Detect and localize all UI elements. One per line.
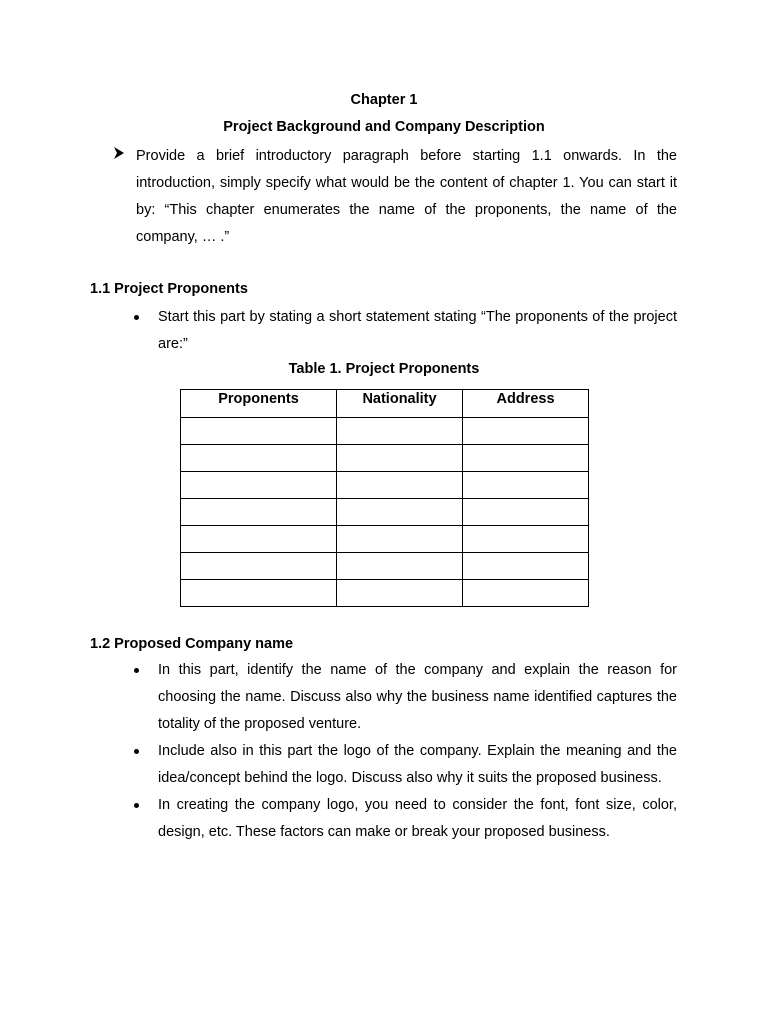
- table-cell: [181, 472, 337, 499]
- bullet-text: Include also in this part the logo of the company. Explain the meaning and the idea/concept behind the logo. Discuss also why it suits the proposed business.: [158, 743, 677, 786]
- table-cell: [337, 526, 463, 553]
- table-cell: [181, 580, 337, 607]
- column-header-address: Address: [463, 390, 589, 418]
- table-caption: Table 1. Project Proponents: [288, 361, 480, 377]
- table-cell: [337, 499, 463, 526]
- table-cell: [181, 445, 337, 472]
- table-cell: [181, 553, 337, 580]
- proponents-table: [180, 389, 589, 607]
- table-row: [181, 445, 589, 472]
- table-cell: [463, 553, 589, 580]
- chapter-label: Chapter 1: [350, 92, 418, 108]
- bullet-dot-icon: [134, 315, 139, 320]
- table-row: [181, 472, 589, 499]
- section-heading-1-1: 1.1 Project Proponents: [90, 281, 248, 297]
- section-heading-1-2: 1.2 Proposed Company name: [90, 636, 294, 652]
- table-cell: [463, 526, 589, 553]
- table-cell: [181, 418, 337, 445]
- table-cell: [463, 580, 589, 607]
- table-cell: [337, 472, 463, 499]
- table-cell: [181, 499, 337, 526]
- chapter-title: Project Background and Company Description: [223, 119, 545, 135]
- list-item: [158, 738, 677, 792]
- arrow-bullet-icon: [112, 146, 126, 160]
- bullet-dot-icon: [134, 803, 139, 808]
- table-cell: [337, 418, 463, 445]
- table-cell: [337, 553, 463, 580]
- bullet-list-1-2: [158, 657, 677, 846]
- intro-paragraph: Provide a brief introductory paragraph before starting 1.1 onwards. In the introduction, simply specify what would be the content of chapter 1. You can start it by: “This chapter enumerates the name of the proponents, the name of the company, … .”: [136, 148, 677, 245]
- table-row: [181, 418, 589, 445]
- column-header-nationality: Nationality: [337, 390, 463, 418]
- table-row: [181, 526, 589, 553]
- table-header-row: [181, 390, 589, 418]
- bullet-text: Start this part by stating a short statement stating “The proponents of the project are:”: [158, 309, 677, 352]
- list-item: [158, 792, 677, 846]
- list-item: [158, 657, 677, 738]
- table-cell: [337, 445, 463, 472]
- table-cell: [463, 499, 589, 526]
- column-header-proponents: Proponents: [181, 390, 337, 418]
- table-cell: [337, 580, 463, 607]
- table-row: [181, 580, 589, 607]
- table-row: [181, 553, 589, 580]
- bullet-dot-icon: [134, 668, 139, 673]
- table-cell: [463, 445, 589, 472]
- bullet-list-1-1: [158, 304, 677, 358]
- bullet-text: In creating the company logo, you need to consider the font, font size, color, design, etc. These factors can make or break your proposed business.: [158, 797, 677, 840]
- bullet-dot-icon: [134, 749, 139, 754]
- table-cell: [463, 418, 589, 445]
- list-item: [158, 304, 677, 358]
- bullet-text: In this part, identify the name of the company and explain the reason for choosing the name. Discuss also why the business name identified captures the totality of the proposed venture.: [158, 662, 677, 732]
- table-cell: [181, 526, 337, 553]
- table-row: [181, 499, 589, 526]
- table-cell: [463, 472, 589, 499]
